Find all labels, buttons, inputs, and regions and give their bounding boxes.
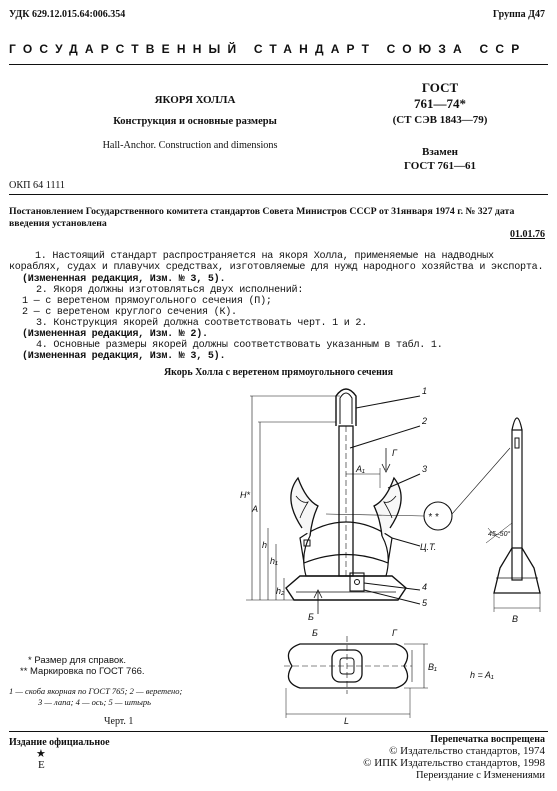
label-ct: Ц.Т. bbox=[420, 542, 437, 552]
label-h1: h₁ bbox=[270, 556, 278, 566]
footnote-1: * Размер для справок. bbox=[28, 655, 126, 666]
udk-code: УДК 629.12.015.64:006.354 bbox=[9, 9, 126, 20]
header-divider bbox=[9, 64, 548, 65]
footer-divider bbox=[9, 731, 548, 732]
e-mark: E bbox=[38, 759, 45, 771]
decree-date: 01.01.76 bbox=[510, 229, 545, 240]
label-n5: 5 bbox=[422, 598, 428, 608]
label-arrow-g: Г bbox=[392, 448, 397, 458]
label-n2: 2 bbox=[422, 416, 428, 426]
label-a: A bbox=[252, 504, 259, 514]
label-l: L bbox=[344, 716, 350, 726]
label-b1: B₁ bbox=[428, 662, 437, 672]
footnote-2: ** Маркировка по ГОСТ 766. bbox=[20, 666, 145, 677]
reprint-notice: Перепечатка воспрещена bbox=[430, 734, 545, 745]
okp-code: ОКП 64 1111 bbox=[9, 180, 66, 191]
paragraph-1: 1. Настоящий стандарт распространяется на якоря Холла, применяемые на надводных кораблях, судах и плавучих средствах, изготовляемые для нужд народного хозяйства и экспорта. bbox=[9, 251, 544, 273]
paragraph-2-item-2: 2 — с веретеном круглого сечения (К). bbox=[22, 307, 237, 318]
paragraph-4-note: (Измененная редакция, Изм. № 3, 5). bbox=[22, 351, 226, 362]
label-n1: 1 bbox=[422, 386, 428, 396]
figure-caption: Якорь Холла с веретеном прямоугольного сечения bbox=[163, 367, 394, 378]
label-h: h bbox=[262, 540, 268, 550]
drawing-label: Черт. 1 bbox=[104, 716, 134, 727]
paragraph-2: 2. Якоря должны изготовляться двух исполнений: bbox=[36, 285, 304, 296]
paragraph-4: 4. Основные размеры якорей должны соответствовать указанным в табл. 1. bbox=[36, 340, 443, 351]
copyright-1974: © Издательство стандартов, 1974 bbox=[389, 745, 545, 757]
label-n3: 3 bbox=[422, 464, 428, 474]
st-sev: (СТ СЭВ 1843—79) bbox=[392, 114, 488, 126]
standard-banner: ГОСУДАРСТВЕННЫЙ СТАНДАРТ СОЮЗА ССР bbox=[9, 42, 527, 56]
paragraph-3: 3. Конструкция якорей должна соответствовать черт. 1 и 2. bbox=[36, 318, 368, 329]
label-a1: A₁ bbox=[356, 464, 365, 474]
paragraph-2-item-1: 1 — с веретеном прямоугольного сечения (П); bbox=[22, 296, 272, 307]
decree-text: Постановлением Государственного комитета стандартов Совета Министров СССР от 31января 1974 г. № 327 дата введения установлена bbox=[9, 206, 515, 229]
legend-line-2: 3 — лапа; 4 — ось; 5 — штырь bbox=[38, 697, 151, 707]
label-view-g: Г bbox=[392, 628, 397, 638]
label-n4: 4 bbox=[422, 582, 428, 592]
replaced-number: ГОСТ 761—61 bbox=[404, 160, 476, 172]
document-title: ЯКОРЯ ХОЛЛА bbox=[154, 94, 236, 106]
star-mark: ★ bbox=[36, 748, 46, 760]
replaced-label: Взамен bbox=[422, 146, 458, 158]
label-angle: 45–50° bbox=[488, 531, 511, 538]
gost-label: ГОСТ bbox=[421, 80, 459, 95]
copyright-1998: © ИПК Издательство стандартов, 1998 bbox=[363, 757, 545, 769]
document-subtitle: Конструкция и основные размеры bbox=[113, 116, 277, 127]
group-code: Группа Д47 bbox=[492, 9, 545, 20]
label-h2: h₂ bbox=[276, 586, 285, 596]
label-weld: * * bbox=[428, 512, 439, 523]
gost-number: 761—74* bbox=[414, 96, 466, 111]
paragraph-1-note: (Измененная редакция, Изм. № 3, 5). bbox=[22, 274, 226, 285]
label-h-eq: h = A₁ bbox=[470, 670, 494, 680]
title-divider bbox=[9, 194, 548, 195]
label-b: B bbox=[512, 614, 519, 624]
label-h-star: H* bbox=[240, 490, 251, 500]
label-arrow-b: Б bbox=[308, 612, 314, 622]
label-view-b: Б bbox=[312, 628, 318, 638]
english-title: Hall-Anchor. Construction and dimensions bbox=[102, 140, 278, 151]
reissue-notice: Переиздание с Изменениями bbox=[415, 770, 545, 781]
paragraph-3-note: (Измененная редакция, Изм. № 2). bbox=[22, 329, 208, 340]
official-edition: Издание официальное bbox=[9, 737, 110, 748]
legend-line-1: 1 — скоба якорная по ГОСТ 765; 2 — веретено; bbox=[9, 686, 183, 696]
